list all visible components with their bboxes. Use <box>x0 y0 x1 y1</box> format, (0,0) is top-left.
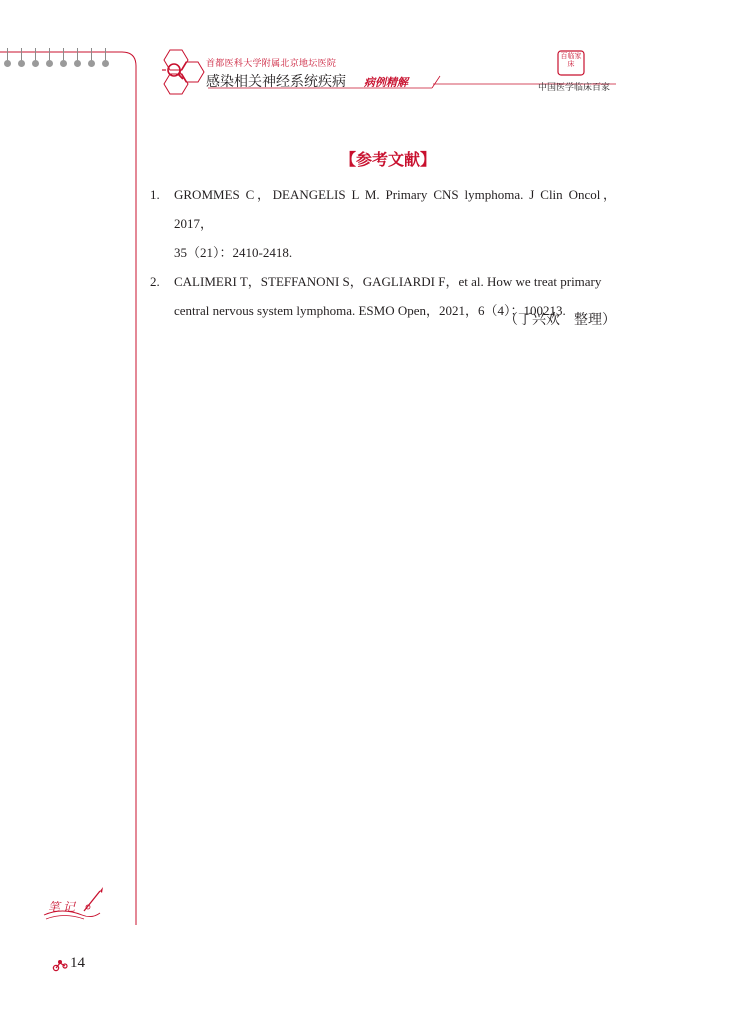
molecule-icon <box>52 957 68 973</box>
reference-number: 2. <box>150 274 160 289</box>
compiler-credit: （丁兴欢 整理） <box>504 312 616 328</box>
pin-icon <box>4 48 12 70</box>
hexagon-logo-icon <box>156 48 206 102</box>
reference-line: GROMMES C，DEANGELIS L M. Primary CNS lymphoma. J Clin Oncol，2017， <box>174 187 617 231</box>
book-title: 感染相关神经系统疾病 <box>206 74 346 90</box>
reference-line: central nervous system lymphoma. ESMO Open，2021，6（4）：100213. <box>174 303 566 318</box>
series-brand: 中国医学临床百家 <box>538 83 611 93</box>
pin-icon <box>102 48 110 70</box>
pin-icon <box>88 48 96 70</box>
seal-text: 百临家床 <box>560 52 582 68</box>
reference-item <box>150 180 616 267</box>
pin-icon <box>60 48 68 70</box>
pin-icon <box>32 48 40 70</box>
reference-number: 1. <box>150 187 160 202</box>
references-heading: 【参考文献】 <box>339 150 436 169</box>
reference-list <box>150 180 616 325</box>
reference-line: CALIMERI T，STEFFANONI S，GAGLIARDI F，et al. How we treat primary <box>174 274 602 289</box>
reference-line: 35（21）：2410-2418. <box>174 245 293 260</box>
pin-icon <box>74 48 82 70</box>
notes-label: 笔记 <box>48 900 79 914</box>
pin-icon <box>18 48 26 70</box>
hospital-name: 首都医科大学附属北京地坛医院 <box>206 59 337 69</box>
binder-pins <box>0 48 120 78</box>
book-subtitle: 病例精解 <box>364 76 408 89</box>
page-number: 14 <box>70 955 85 971</box>
pin-icon <box>46 48 54 70</box>
